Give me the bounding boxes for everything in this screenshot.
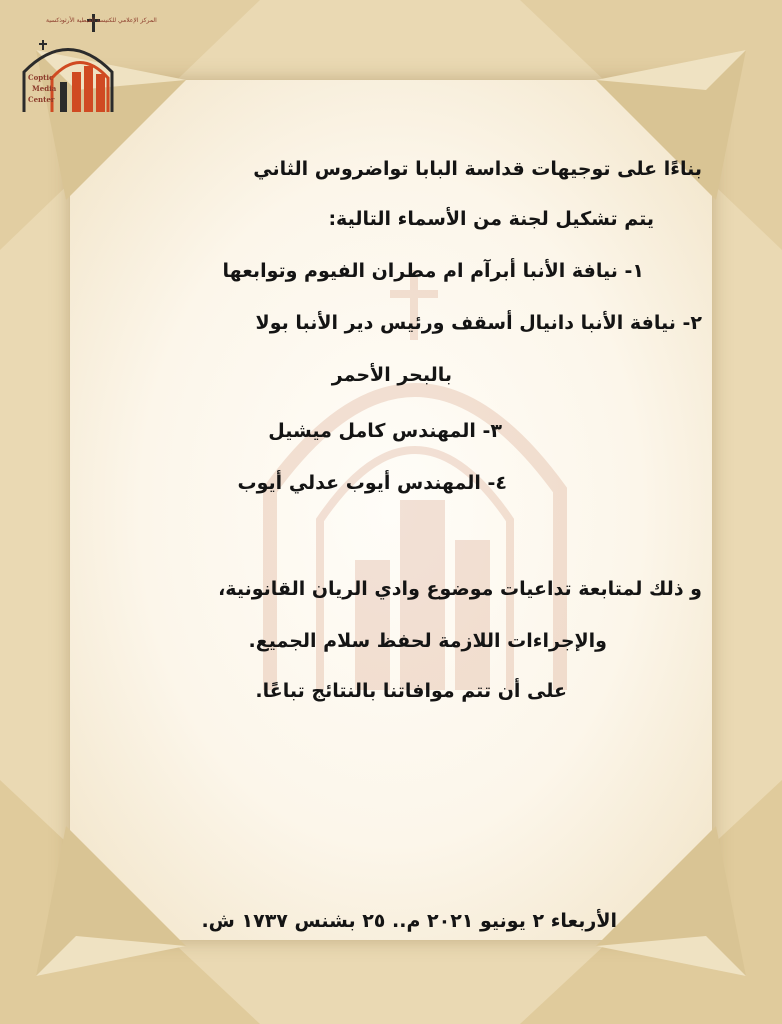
corner-fold-bottom-left: [36, 826, 186, 976]
coptic-media-center-logo: [14, 12, 157, 117]
text-line-10: على أن تتم موافاتنا بالنتائج تباعًا.: [255, 680, 567, 702]
logo-line-center: Center: [28, 95, 55, 104]
logo-line-coptic: Coptic: [28, 73, 54, 82]
text-line-3: ١- نيافة الأنبا أبرآم ام مطران الفيوم وتوابعها: [222, 260, 644, 282]
text-line-6: ٣- المهندس كامل ميشيل: [268, 420, 502, 442]
logo-arabic-name: المركز الإعلامي للكنيسة القبطية الأرثوذكسية: [46, 17, 157, 24]
text-line-1: بناءًا على توجيهات قداسة البابا تواضروس الثاني: [253, 158, 702, 180]
text-line-2: يتم تشكيل لجنة من الأسماء التالية:: [328, 208, 654, 230]
text-line-8: و ذلك لمتابعة تداعيات موضوع وادي الريان القانونية،: [218, 578, 702, 600]
text-line-4: ٢- نيافة الأنبا دانيال أسقف ورئيس دير الأنبا بولا: [255, 312, 702, 334]
corner-fold-bottom-right: [596, 826, 746, 976]
document-date: الأربعاء ٢ يونيو ٢٠٢١ م.. ٢٥ بشنس ١٧٣٧ ش.: [201, 910, 617, 932]
text-line-9: والإجراءات اللازمة لحفظ سلام الجميع.: [248, 630, 607, 652]
text-line-7: ٤- المهندس أيوب عدلي أيوب: [237, 472, 507, 494]
text-line-5: بالبحر الأحمر: [331, 364, 452, 386]
logo-line-media: Media: [32, 84, 57, 93]
